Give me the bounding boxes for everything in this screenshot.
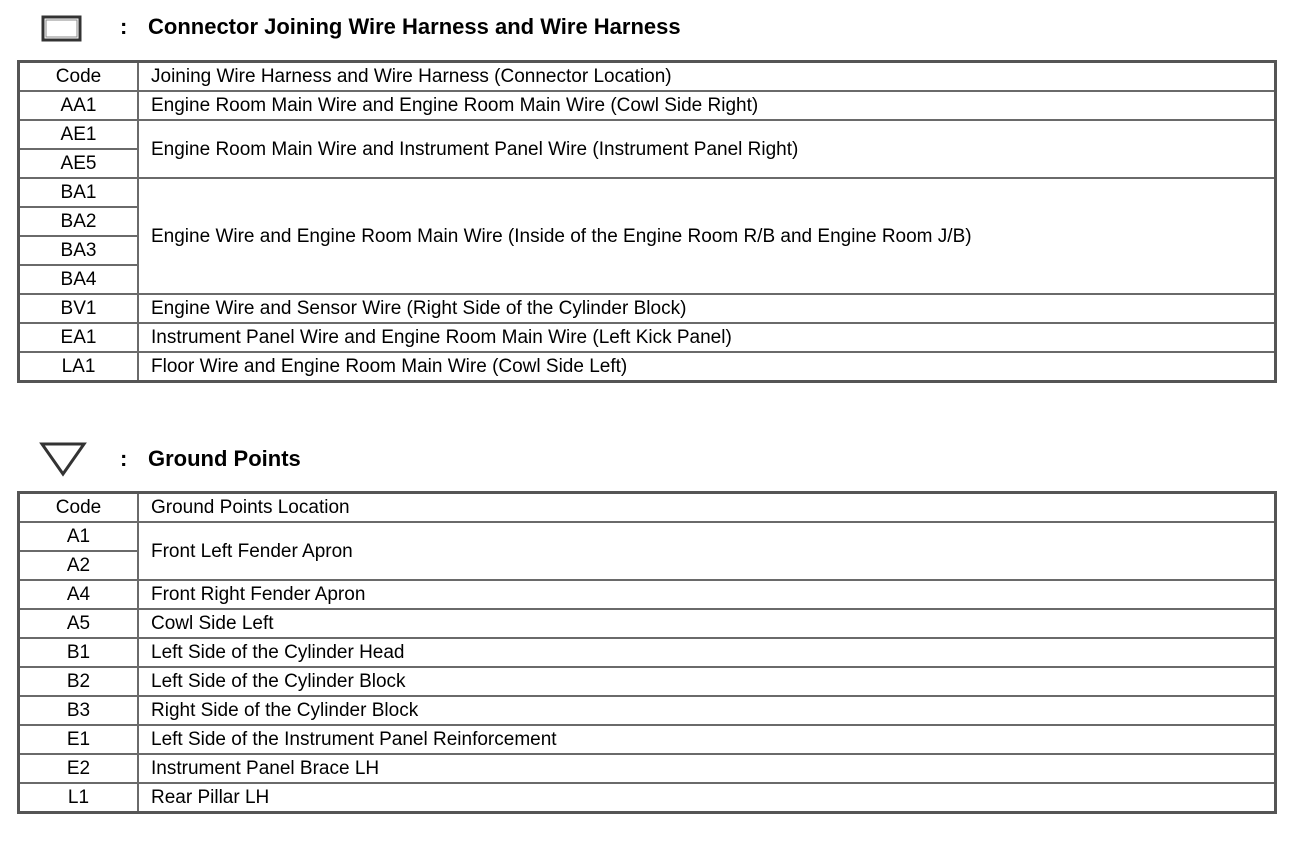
location-cell: Instrument Panel Brace LH [138, 754, 1276, 783]
code-cell: E2 [19, 754, 139, 783]
ground-point-row [19, 725, 1276, 754]
code-cell: BA3 [19, 236, 139, 265]
connector-row [19, 294, 1276, 323]
location-cell: Cowl Side Left [138, 609, 1276, 638]
location-cell: Engine Room Main Wire and Engine Room Main Wire (Cowl Side Right) [138, 91, 1276, 120]
location-cell: Left Side of the Cylinder Head [138, 638, 1276, 667]
ground-point-row [19, 667, 1276, 696]
code-cell: A2 [19, 551, 139, 580]
code-cell: BA1 [19, 178, 139, 207]
code-column-header: Code [19, 493, 139, 523]
connector-section-title: Connector Joining Wire Harness and Wire Harness [148, 14, 681, 39]
location-cell: Instrument Panel Wire and Engine Room Main Wire (Left Kick Panel) [138, 323, 1276, 352]
code-cell: AA1 [19, 91, 139, 120]
code-cell: BA4 [19, 265, 139, 294]
triangle-ground-icon [38, 440, 88, 478]
location-cell: Front Left Fender Apron [138, 522, 1276, 580]
location-cell: Left Side of the Instrument Panel Reinforcement [138, 725, 1276, 754]
connector-row [19, 120, 1276, 149]
ground-section-title: Ground Points [148, 446, 301, 471]
location-cell: Engine Wire and Engine Room Main Wire (Inside of the Engine Room R/B and Engine Room J/B) [138, 178, 1276, 294]
connector-table [17, 60, 1277, 383]
square-connector-icon [40, 12, 84, 44]
connector-legend-colon: : [120, 14, 128, 39]
table-header-row [19, 493, 1276, 523]
location-cell: Left Side of the Cylinder Block [138, 667, 1276, 696]
code-cell: E1 [19, 725, 139, 754]
code-cell: AE5 [19, 149, 139, 178]
description-column-header: Ground Points Location [138, 493, 1276, 523]
code-cell: LA1 [19, 352, 139, 382]
code-cell: A1 [19, 522, 139, 551]
connector-row [19, 352, 1276, 382]
connector-row [19, 178, 1276, 207]
location-cell: Rear Pillar LH [138, 783, 1276, 813]
ground-point-row [19, 696, 1276, 725]
code-cell: L1 [19, 783, 139, 813]
connector-row [19, 91, 1276, 120]
code-cell: BA2 [19, 207, 139, 236]
code-column-header: Code [19, 62, 139, 92]
ground-point-row [19, 783, 1276, 813]
code-cell: A4 [19, 580, 139, 609]
location-cell: Engine Wire and Sensor Wire (Right Side of the Cylinder Block) [138, 294, 1276, 323]
code-cell: B2 [19, 667, 139, 696]
code-cell: EA1 [19, 323, 139, 352]
code-cell: AE1 [19, 120, 139, 149]
location-cell: Front Right Fender Apron [138, 580, 1276, 609]
location-cell: Right Side of the Cylinder Block [138, 696, 1276, 725]
code-cell: A5 [19, 609, 139, 638]
connector-row [19, 323, 1276, 352]
ground-point-row [19, 522, 1276, 551]
ground-point-row [19, 580, 1276, 609]
code-cell: B1 [19, 638, 139, 667]
location-cell: Engine Room Main Wire and Instrument Panel Wire (Instrument Panel Right) [138, 120, 1276, 178]
location-cell: Floor Wire and Engine Room Main Wire (Cowl Side Left) [138, 352, 1276, 382]
code-cell: BV1 [19, 294, 139, 323]
ground-points-table [17, 491, 1277, 814]
table-header-row [19, 62, 1276, 92]
code-cell: B3 [19, 696, 139, 725]
ground-point-row [19, 638, 1276, 667]
ground-point-row [19, 754, 1276, 783]
ground-legend-colon: : [120, 446, 128, 471]
description-column-header: Joining Wire Harness and Wire Harness (Connector Location) [138, 62, 1276, 92]
ground-point-row [19, 609, 1276, 638]
